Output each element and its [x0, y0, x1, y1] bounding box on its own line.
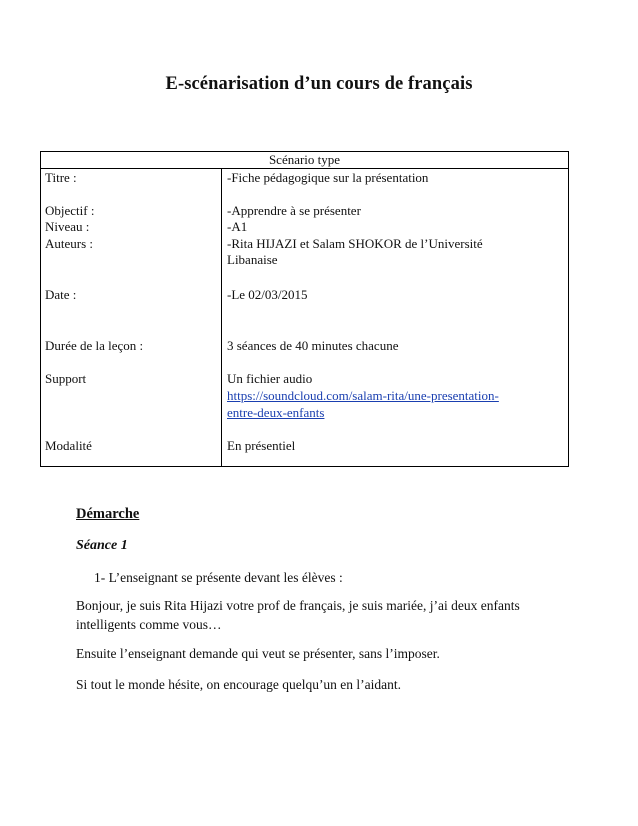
paragraph-si-tout: Si tout le monde hésite, on encourage quelqu’un en l’aidant.	[76, 677, 402, 692]
document-title: E-scénarisation d’un cours de français	[165, 74, 473, 94]
row-label-duree: Durée de la leçon :	[45, 338, 144, 353]
step-1: 1- L’enseignant se présente devant les élèves :	[94, 570, 343, 585]
row-value-date: -Le 02/03/2015	[227, 287, 308, 302]
row-value-auteurs-line1: -Rita HIJAZI et Salam SHOKOR de l’Université	[227, 236, 483, 251]
demarche-heading: Démarche	[76, 506, 140, 522]
paragraph-ensuite: Ensuite l’enseignant demande qui veut se présenter, sans l’imposer.	[76, 646, 440, 661]
row-value-duree: 3 séances de 40 minutes chacune	[227, 338, 399, 353]
row-label-date: Date :	[45, 287, 77, 302]
row-label-titre: Titre :	[45, 170, 77, 185]
seance-heading: Séance 1	[76, 538, 128, 553]
row-value-support: Un fichier audio	[227, 371, 313, 386]
row-value-modalite: En présentiel	[227, 438, 296, 453]
row-value-niveau: -A1	[227, 219, 248, 234]
scenario-table-header: Scénario type	[41, 152, 568, 169]
row-label-auteurs: Auteurs :	[45, 236, 94, 251]
row-value-titre: -Fiche pédagogique sur la présentation	[227, 170, 429, 185]
row-label-niveau: Niveau :	[45, 219, 90, 234]
row-value-auteurs-line2: Libanaise	[227, 252, 278, 267]
row-label-modalite: Modalité	[45, 438, 92, 453]
row-label-support: Support	[45, 371, 87, 386]
row-label-objectif: Objectif :	[45, 203, 95, 218]
paragraph-bonjour: Bonjour, je suis Rita Hijazi votre prof de français, je suis mariée, j’ai deux enfants intelligents comme vous…	[76, 598, 520, 632]
scenario-table	[40, 151, 569, 467]
row-value-objectif: -Apprendre à se présenter	[227, 203, 361, 218]
support-link-line2[interactable]: entre-deux-enfants	[227, 405, 325, 420]
support-link-line1[interactable]: https://soundcloud.com/salam-rita/une-presentation-	[227, 388, 499, 403]
table-column-divider	[221, 168, 222, 466]
